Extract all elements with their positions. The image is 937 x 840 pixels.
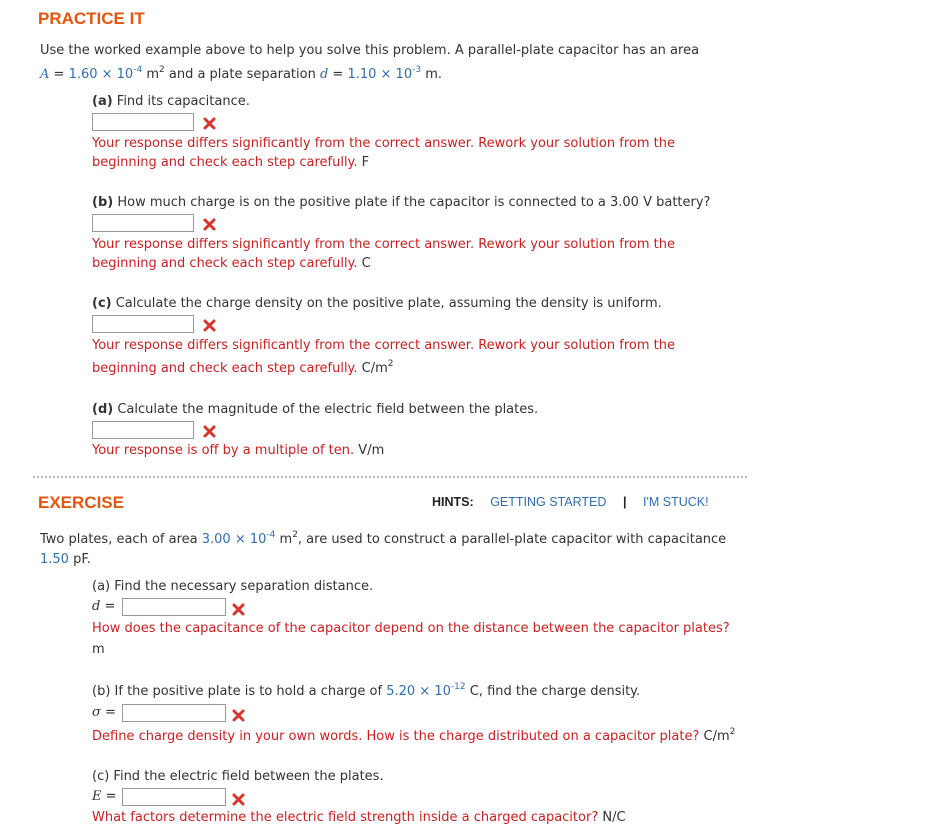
practice-part-d-feedback-line1	[92, 443, 384, 458]
practice-part-c-feedback-line1: Your response differs significantly from the correct answer. Rework your solution from the	[92, 338, 675, 353]
exercise-part-a-feedback: How does the capacitance of the capacitor depend on the distance between the capacitor plates?	[92, 621, 730, 636]
separation-value: 1.10 × 10	[347, 67, 413, 82]
area-unit-exponent: 2	[159, 65, 165, 75]
feedback-text: beginning and check each step carefully.	[92, 155, 358, 170]
question-text: C, find the charge density.	[465, 684, 641, 699]
section-divider	[33, 476, 747, 478]
exercise-area-unit: m	[275, 532, 293, 547]
feedback-text: What factors determine the electric field strength inside a charged capacitor?	[92, 810, 599, 825]
feedback-text: beginning and check each step carefully.	[92, 256, 358, 271]
variable-label: E	[92, 789, 102, 804]
part-letter: (a)	[92, 94, 113, 109]
exercise-area-unit-exponent: 2	[292, 530, 298, 540]
intro-text: Two plates, each of area	[40, 532, 202, 547]
part-question-text: Calculate the charge density on the positive plate, assuming the density is uniform.	[111, 296, 662, 311]
part-letter: (b)	[92, 195, 114, 210]
hints-bar	[432, 495, 709, 510]
practice-title: PRACTICE IT	[38, 9, 145, 28]
answer-unit: C/m	[361, 361, 388, 376]
exercise-part-b-feedback-line	[92, 729, 735, 744]
answer-unit: V/m	[358, 443, 385, 458]
and-separator-text: and a plate separation	[164, 67, 320, 82]
part-letter: (c)	[92, 296, 112, 311]
practice-part-c-question	[92, 296, 662, 311]
area-variable: A	[40, 67, 50, 82]
exercise-intro-line2	[40, 552, 91, 567]
hint-stuck-link[interactable]: I'M STUCK!	[642, 495, 709, 509]
practice-part-b-feedback-line2	[92, 256, 371, 271]
red-x-icon	[202, 318, 217, 333]
exercise-part-a-unit: m	[92, 642, 105, 657]
answer-unit-exponent: 2	[387, 359, 394, 369]
exercise-part-c-question: (c) Find the electric field between the plates.	[92, 769, 384, 784]
part-question-text: Calculate the magnitude of the electric field between the plates.	[113, 402, 539, 417]
red-x-icon	[202, 116, 217, 131]
exercise-title: EXERCISE	[38, 493, 124, 512]
intro-text: , are used to construct a parallel-plate capacitor with capacitance	[297, 532, 727, 547]
separation-exponent: -3	[412, 65, 422, 75]
exercise-area-value: 3.00 × 10	[201, 532, 267, 547]
equals-sign: =	[101, 789, 117, 804]
equals-sign: =	[328, 67, 348, 82]
answer-unit: F	[361, 155, 370, 170]
answer-unit-exponent: 2	[729, 727, 736, 737]
practice-part-a-feedback-line2	[92, 155, 369, 170]
practice-part-b-feedback-line1: Your response differs significantly from the correct answer. Rework your solution from the	[92, 237, 675, 252]
hints-label: HINTS:	[432, 495, 474, 509]
separation-variable: d	[319, 67, 329, 82]
practice-part-c-feedback-line2	[92, 361, 394, 376]
equals-sign: =	[100, 599, 116, 614]
area-value: 1.60 × 10	[68, 67, 134, 82]
exercise-intro-line1	[40, 532, 726, 547]
hint-getting-started-link[interactable]: GETTING STARTED	[490, 495, 607, 509]
question-text: (b) If the positive plate is to hold a charge of	[92, 684, 387, 699]
equals-sign: =	[100, 705, 116, 720]
practice-part-a-feedback-line1: Your response differs significantly from the correct answer. Rework your solution from the	[92, 136, 675, 151]
exercise-area-exponent: -4	[266, 530, 276, 540]
separation-unit: m.	[421, 67, 443, 82]
part-question-text: How much charge is on the positive plate if the capacitor is connected to a 3.00 V battery?	[113, 195, 711, 210]
exercise-part-b-question	[92, 684, 640, 699]
practice-part-b-answer-input[interactable]	[92, 214, 194, 232]
part-letter: (d)	[92, 402, 114, 417]
practice-intro-line2	[40, 67, 442, 82]
exercise-capacitance-unit: pF.	[68, 552, 91, 567]
red-x-icon	[202, 217, 217, 232]
exercise-part-b-label	[92, 705, 116, 720]
red-x-icon	[202, 424, 217, 439]
exercise-capacitance-value: 1.50	[40, 552, 69, 567]
feedback-text: beginning and check each step carefully.	[92, 361, 358, 376]
practice-part-b-question	[92, 195, 710, 210]
feedback-text: Define charge density in your own words. How is the charge distributed on a capacitor plate?	[92, 729, 700, 744]
charge-value: 5.20 × 10	[386, 684, 451, 699]
practice-part-d-answer-input[interactable]	[92, 421, 194, 439]
exercise-part-a-answer-input[interactable]	[122, 598, 226, 616]
area-exponent: -4	[133, 65, 143, 75]
red-x-icon	[231, 602, 246, 617]
equals-sign: =	[49, 67, 69, 82]
hint-separator: |	[622, 495, 627, 509]
answer-unit: C	[361, 256, 371, 271]
variable-label: d	[92, 599, 101, 614]
exercise-part-c-answer-input[interactable]	[122, 788, 226, 806]
feedback-text: Your response is off by a multiple of ten.	[92, 443, 355, 458]
practice-part-d-question	[92, 402, 538, 417]
exercise-part-c-feedback-line	[92, 810, 626, 825]
exercise-part-c-label	[92, 789, 117, 804]
practice-part-a-answer-input[interactable]	[92, 113, 194, 131]
red-x-icon	[231, 708, 246, 723]
practice-part-a-question	[92, 94, 250, 109]
exercise-part-a-label	[92, 599, 115, 614]
red-x-icon	[231, 792, 246, 807]
part-question-text: Find its capacitance.	[112, 94, 250, 109]
answer-unit: N/C	[602, 810, 626, 825]
answer-unit: C/m	[703, 729, 730, 744]
charge-exponent: -12	[450, 682, 466, 692]
variable-label: σ	[92, 705, 101, 720]
practice-part-c-answer-input[interactable]	[92, 315, 194, 333]
area-unit: m	[142, 67, 159, 82]
exercise-part-a-question: (a) Find the necessary separation distance.	[92, 579, 374, 594]
practice-intro-line1: Use the worked example above to help you solve this problem. A parallel-plate capacitor has an area	[40, 43, 700, 58]
exercise-part-b-answer-input[interactable]	[122, 704, 226, 722]
